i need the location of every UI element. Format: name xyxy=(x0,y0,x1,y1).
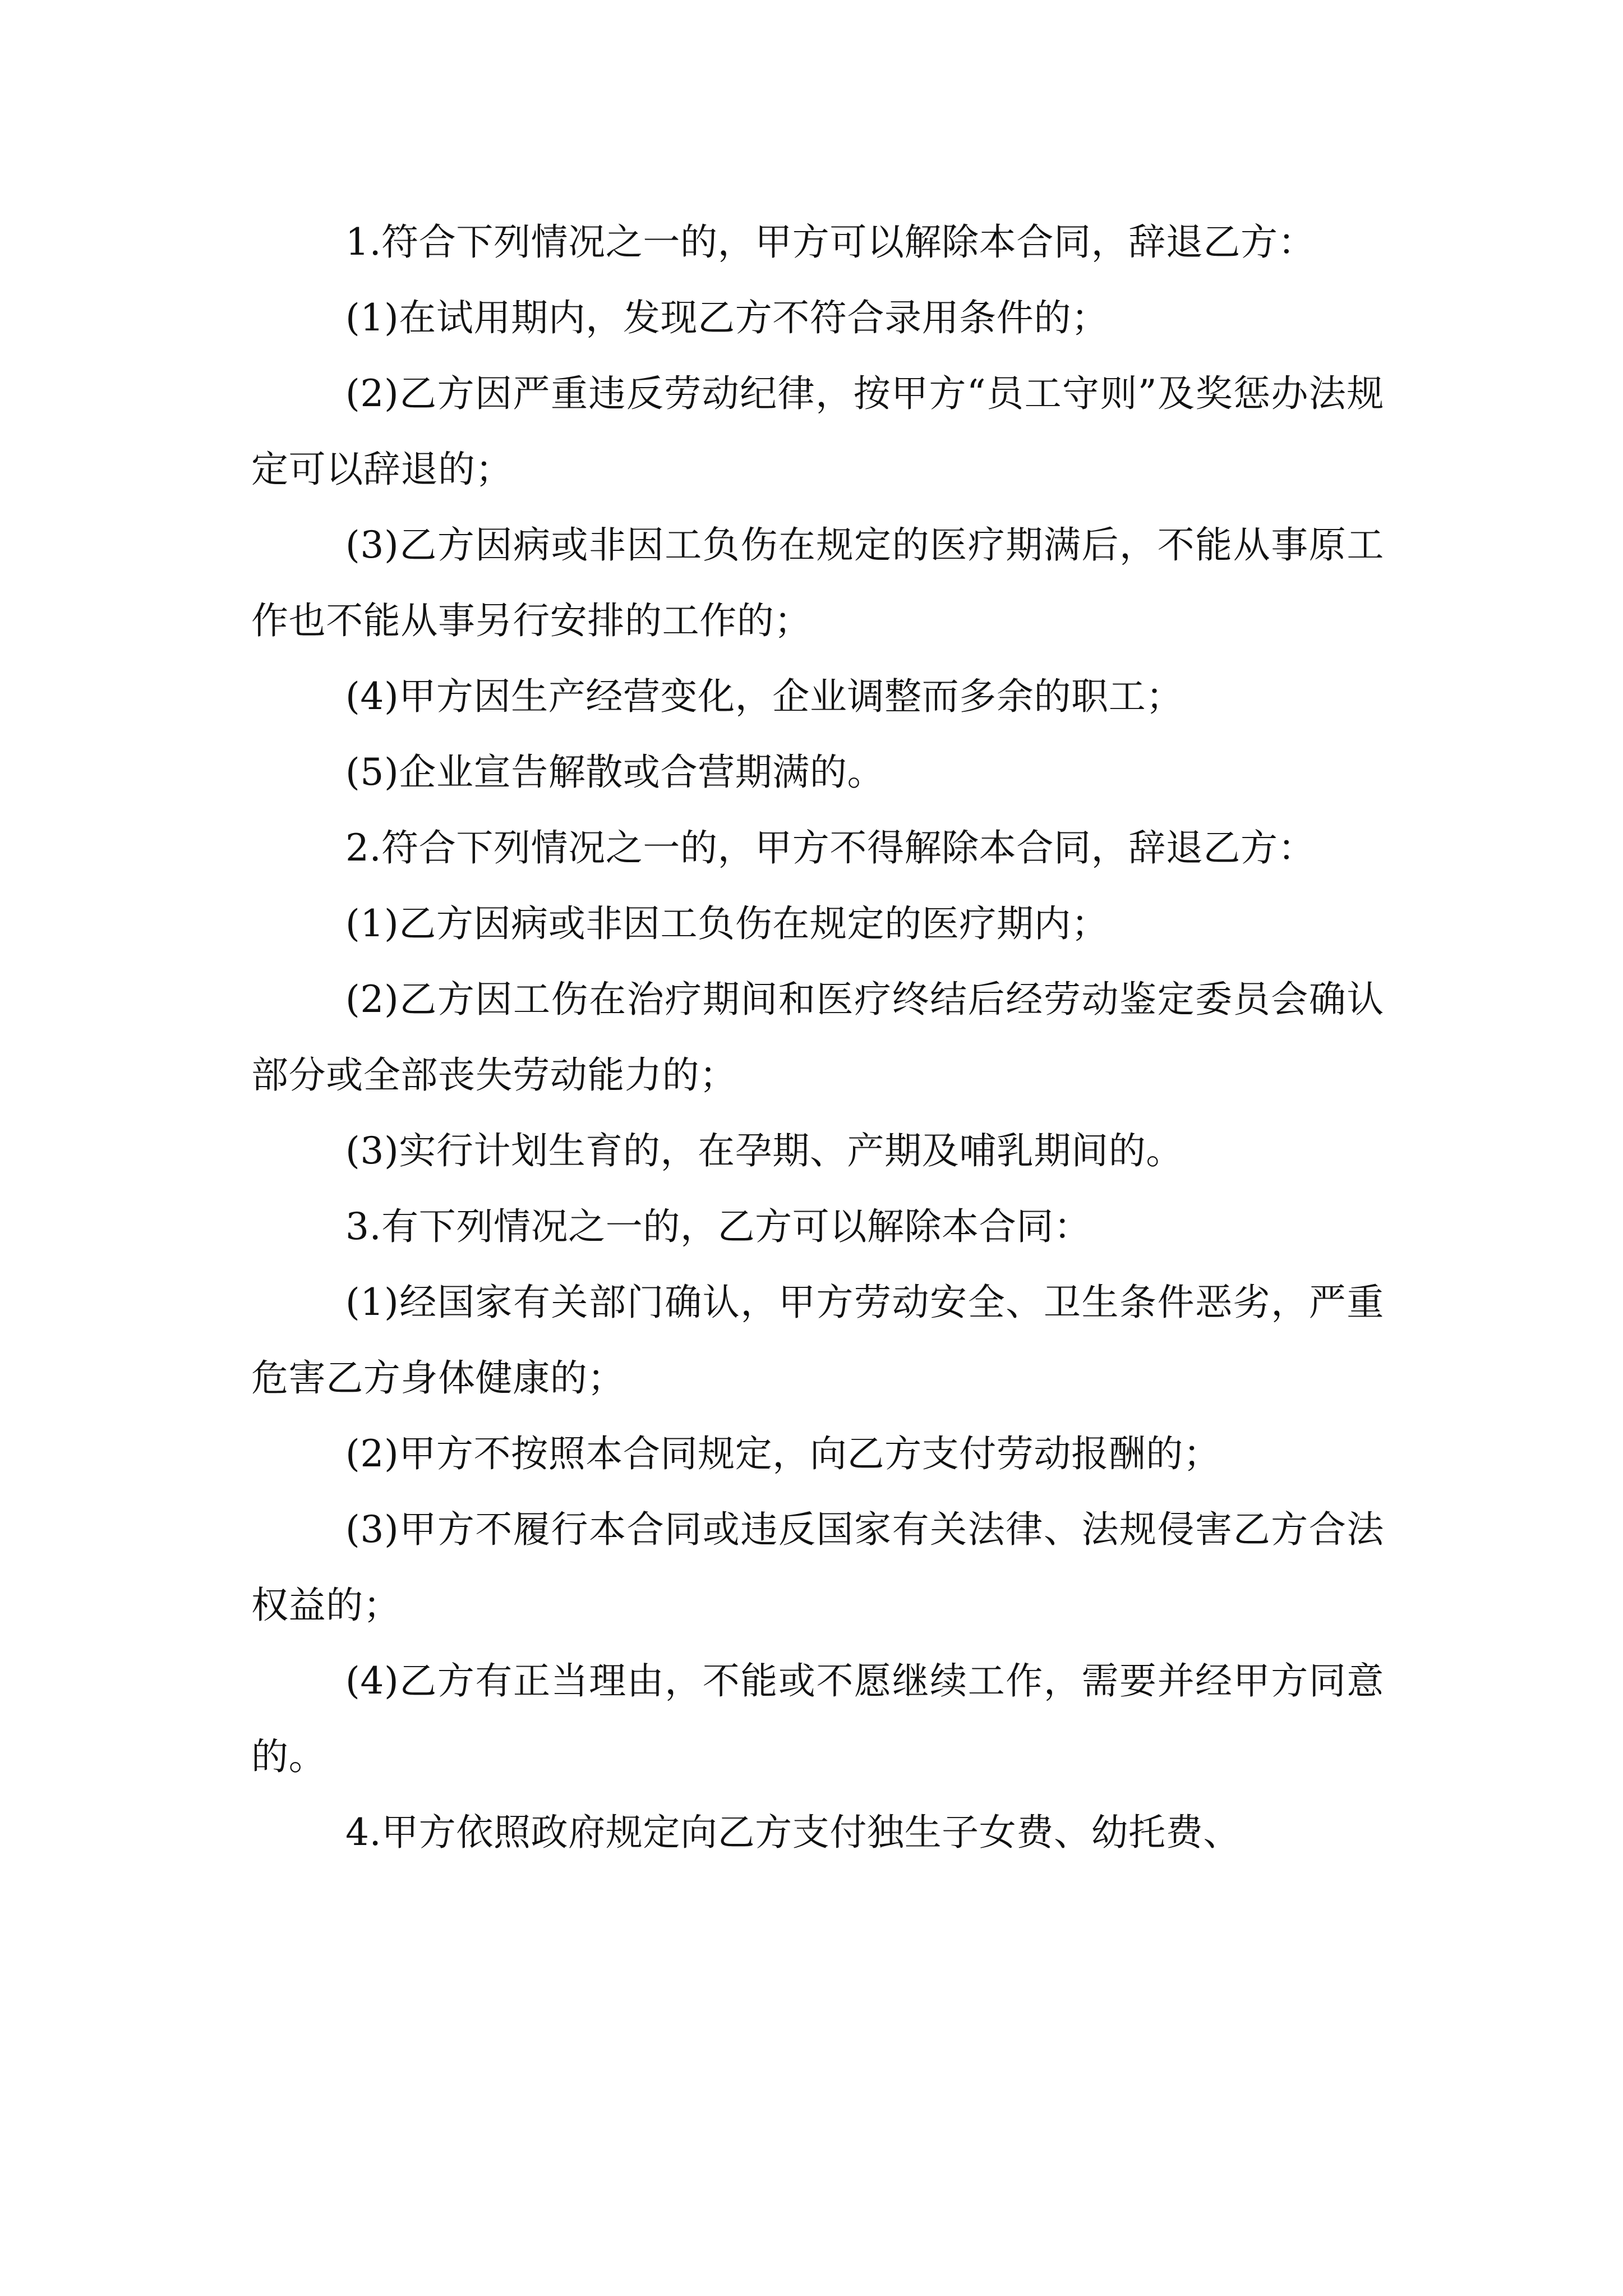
clause-3-item-1: (1)经国家有关部门确认，甲方劳动安全、卫生条件恶劣，严重危害乙方身体健康的； xyxy=(251,1281,1384,1400)
contract-body xyxy=(251,204,1384,1870)
clause-1-item-3: (3)乙方因病或非因工负伤在规定的医疗期满后，不能从事原工作也不能从事另行安排的工作的； xyxy=(251,523,1384,642)
clause-2-heading: 2.符合下列情况之一的，甲方不得解除本合同，辞退乙方： xyxy=(345,826,1316,869)
clause-3-heading: 3.有下列情况之一的，乙方可以解除本合同： xyxy=(345,1205,1091,1248)
clause-3-item-4: (4)乙方有正当理由，不能或不愿继续工作，需要并经甲方同意的。 xyxy=(251,1659,1384,1778)
clause-3-item-2: (2)甲方不按照本合同规定，向乙方支付劳动报酬的； xyxy=(345,1432,1221,1475)
clause-1-item-2: (2)乙方因严重违反劳动纪律，按甲方“员工守则”及奖惩办法规定可以辞退的； xyxy=(251,372,1384,491)
clause-1-item-1: (1)在试用期内，发现乙方不符合录用条件的； xyxy=(345,296,1109,339)
clause-1-item-5: (5)企业宣告解散或合营期满的。 xyxy=(345,751,885,794)
clause-2-item-1: (1)乙方因病或非因工负伤在规定的医疗期内； xyxy=(345,902,1109,945)
clause-2-item-3: (3)实行计划生育的，在孕期、产期及哺乳期间的。 xyxy=(345,1129,1183,1172)
clause-1-item-4: (4)甲方因生产经营变化，企业调整而多余的职工； xyxy=(345,675,1183,718)
clause-4-heading: 4.甲方依照政府规定向乙方支付独生子女费、幼托费、 xyxy=(345,1811,1241,1854)
clause-2-item-2: (2)乙方因工伤在治疗期间和医疗终结后经劳动鉴定委员会确认部分或全部丧失劳动能力的； xyxy=(251,978,1384,1097)
clause-3-item-3: (3)甲方不履行本合同或违反国家有关法律、法规侵害乙方合法权益的； xyxy=(251,1508,1384,1627)
clause-1-heading: 1.符合下列情况之一的，甲方可以解除本合同，辞退乙方： xyxy=(345,220,1316,264)
